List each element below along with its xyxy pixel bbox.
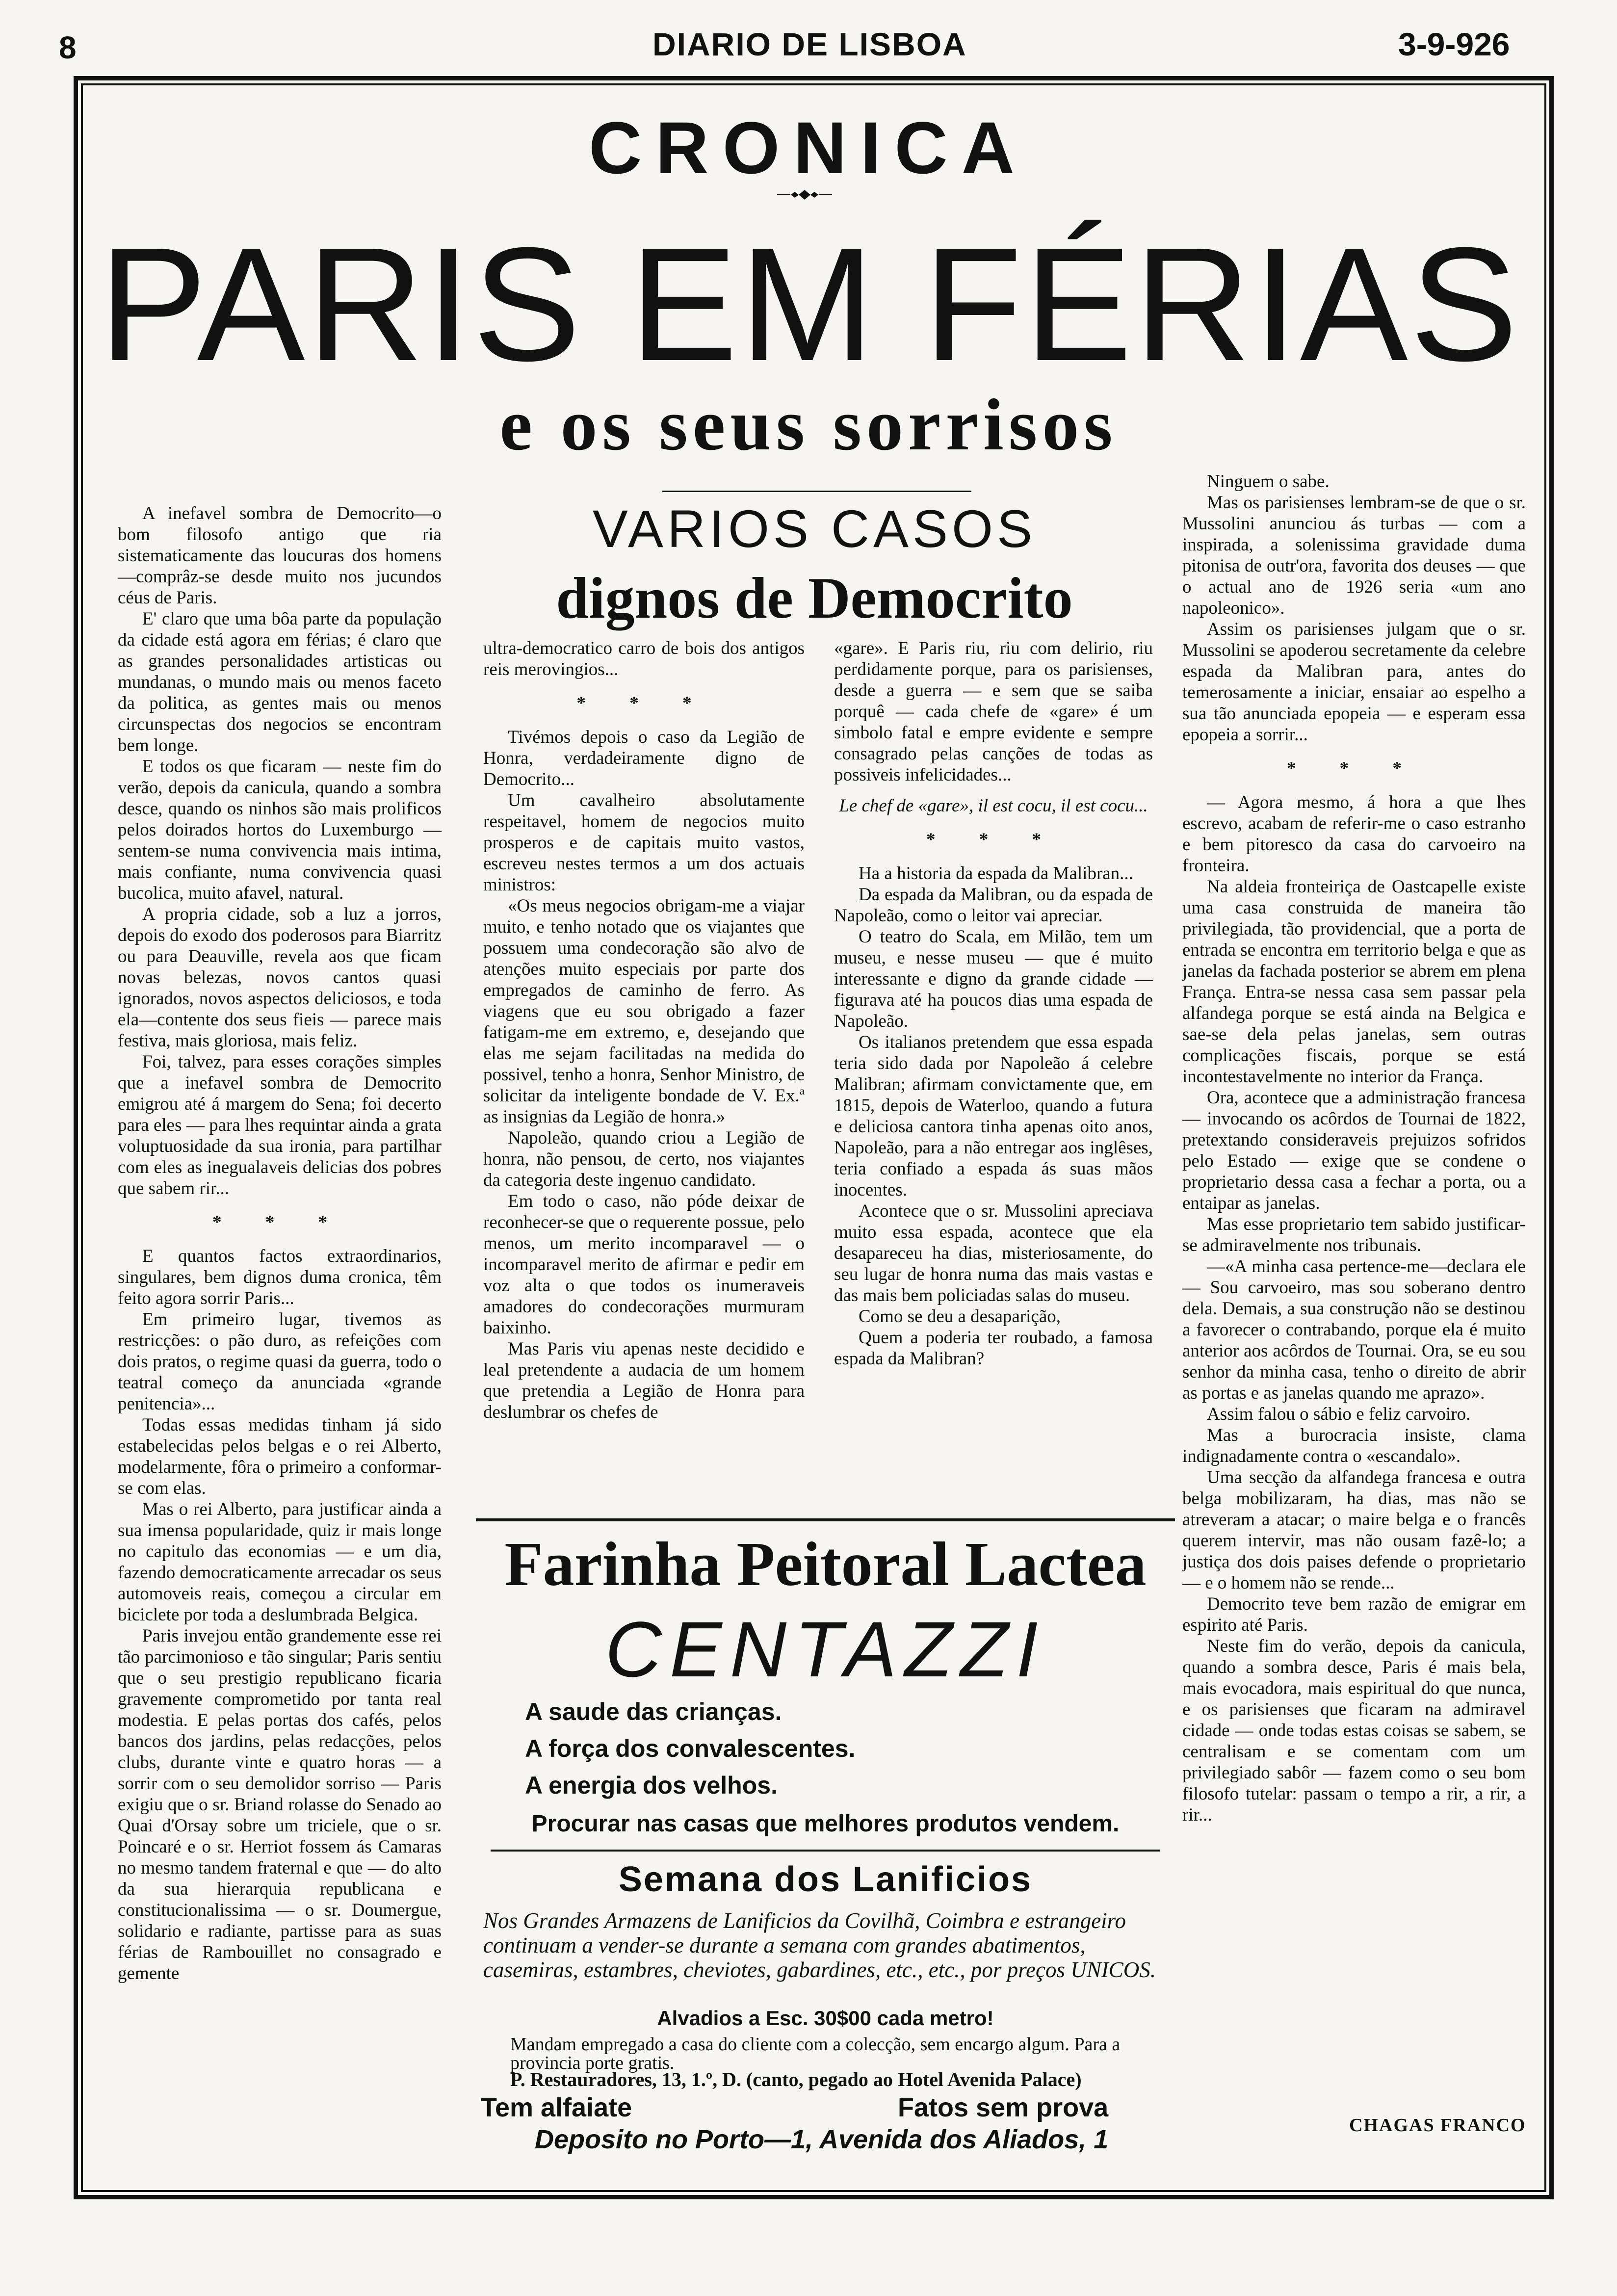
ad-lanificios-tailor: Tem alfaiate xyxy=(481,2093,632,2122)
paragraph: Ha a historia da espada da Malibran... xyxy=(859,863,1133,884)
paragraph: A propria cidade, sob a luz a jorros, depois do exodo dos poderosos para Biarritz ou para Deauville, revela aos que ficam novas belezas, novos cantos quasi ignorados, novos aspectos deliciosos, e toda ela—contente dos seus fieis — parece mais festiva, mais gloriosa, mais feliz. xyxy=(118,904,442,1051)
paragraph: Na aldeia fronteiriça de Oastcapelle existe uma casa construida de maneira tão privilegiada, tão providencial, que a porta de entrada se encontra em territorio belga e que as janelas da fachada posterior se abrem em plena França. Entra-se nessa casa sem passar pela alfandega porque se está ainda na Belgica e sae-se dela pelas janelas, sem outras complicações fiscais, porque se está incontestavelmente no interior da França. xyxy=(1182,877,1526,1087)
song-verse: Le chef de «gare», il est cocu, il est cocu... xyxy=(839,796,1148,816)
paragraph: Foi, talvez, para esses corações simples que a inefavel sombra de Democrito emigrou até á margem do Sena; foi decerto para eles — para lhes requintar ainda a grata voluptuosidade da sua ironia, para partilhar com eles as inegualaveis delicias dos pobres que sabem rir... xyxy=(118,1052,442,1199)
paragraph: E' claro que uma bôa parte da população da cidade está agora em férias; é claro que as grandes personalidades artisticas ou mundanas, o mundo mais ou menos faceto da politica, as gentes mais ou menos circunspectas dos negocios se encontram bem longe. xyxy=(118,609,442,756)
paragraph: Assim falou o sábio e feliz carvoiro. xyxy=(1207,1404,1471,1424)
paragraph: — Agora mesmo, á hora a que lhes escrevo, acabam de referir-me o caso estranho e bem pitoresco da casa do carvoeiro na fronteira. xyxy=(1182,792,1526,876)
section-break: * * * xyxy=(1287,758,1421,779)
paragraph: ultra-democratico carro de bois dos antigos reis merovingios... xyxy=(483,638,805,679)
ad-lanificios-title: Semana dos Lanificios xyxy=(618,1860,1033,1899)
paragraph: O teatro do Scala, em Milão, tem um museu, e nesse museu — que é muito interessante e digno da grande cidade — figurava até ha poucos dias uma espada de Napoleão. xyxy=(834,927,1153,1031)
section-break: * * * xyxy=(212,1212,347,1232)
paragraph: Assim os parisienses julgam que o sr. Mussolini se apoderou secretamente da celebre espada da Malibran para, antes do temerosamente a iniciar, ensaiar ao espelho a sua tão anunciada epopeia — e esperam essa epopeia a sorrir... xyxy=(1182,619,1526,745)
ad-farinha-title: Farinha Peitoral Lactea xyxy=(504,1529,1147,1599)
ad-lanificios-note: Mandam empregado a casa do cliente com a colecção, sem encargo algum. Para a provincia porte gratis. xyxy=(510,2034,1121,2073)
issue-date: 3-9-926 xyxy=(1398,26,1510,62)
paragraph: Acontece que o sr. Mussolini apreciava muito essa espada, acontece que ela desapareceu ha dias, misteriosamente, do seu lugar de honra numa das mais vastas e das mais bem policiadas salas do museu. xyxy=(834,1201,1153,1305)
ad-separator xyxy=(491,1850,1160,1852)
ad-lanificios-address: P. Restauradores, 13, 1.º, D. (canto, pegado ao Hotel Avenida Palace) xyxy=(510,2068,1082,2090)
paragraph: Mas a burocracia insiste, clama indignadamente contra o «escandalo». xyxy=(1182,1425,1526,1466)
paragraph: A inefavel sombra de Democrito—o bom filosofo antigo que ria sistematicamente das loucuras dos homens—comprâz-se desde muito nos jucundos céus de Paris. xyxy=(118,503,442,608)
paragraph: Quem a poderia ter roubado, a famosa espada da Malibran? xyxy=(834,1328,1153,1369)
paragraph: Ninguem o sabe. xyxy=(1207,471,1330,492)
ad-lanificios-fatos: Fatos sem prova xyxy=(898,2093,1109,2122)
paragraph: E quantos factos extraordinarios, singulares, bem dignos duma cronica, têm feito agora sorrir Paris... xyxy=(118,1246,442,1308)
ad-lanificios-porto: Deposito no Porto—1, Avenida dos Aliados, 1 xyxy=(535,2125,1109,2154)
paragraph: Mas os parisienses lembram-se de que o sr. Mussolini anunciou ás turbas — com a inspirada, a solenissima gravidade duma pitonisa de outr'ora, favorita dos deuses — que o actual ano de 1926 seria «um ano napoleonico». xyxy=(1182,493,1526,618)
ad-farinha-cta: Procurar nas casas que melhores produtos vendem. xyxy=(531,1811,1120,1837)
paragraph: —«A minha casa pertence-me—declara ele — Sou carvoeiro, mas sou soberano dentro dela. Demais, a sua construção não se destinou a favorecer o contrabando, porque ela é muito anterior aos acôrdos de Tournai. Ora, se eu sou senhor da minha casa, tenho o direito de abrir as portas e as janelas quando me aprazo». xyxy=(1182,1256,1526,1403)
ad-lanificios-price: Alvadios a Esc. 30$00 cada metro! xyxy=(657,2007,994,2030)
article-column-2 xyxy=(483,638,805,1423)
paragraph: Neste fim do verão, depois da canicula, quando a sombra desce, Paris é mais bela, mais evocadora, mais espiritual do que nunca, e os parisienses que ficaram na admiravel cidade — onde todas estas coisas se sabem, se centralisam e se comentam com um privilegiado sabôr — fazem como o seu bom filosofo tutelar: passam o tempo a rir, a rir, a rir... xyxy=(1182,1636,1526,1825)
article-column-3 xyxy=(834,638,1153,1369)
article-column-4 xyxy=(1182,471,1526,1826)
ad-tagline: A força dos convalescentes. xyxy=(525,1735,856,1762)
section-break: * * * xyxy=(576,693,711,713)
paragraph: Democrito teve bem razão de emigrar em espirito até Paris. xyxy=(1182,1594,1526,1635)
paragraph: Um cavalheiro absolutamente respeitavel, homem de negocios muito prosperos e de capitais muito vastos, escreveu nestes termos a um dos actuais ministros: xyxy=(483,790,805,895)
deck-line-2: dignos de Democrito xyxy=(556,565,1073,630)
headline: PARIS EM FÉRIAS xyxy=(99,213,1520,394)
paragraph: Como se deu a desaparição, xyxy=(859,1306,1061,1327)
deck-line-1: VARIOS CASOS xyxy=(592,499,1037,558)
paragraph: Mas Paris viu apenas neste decidido e leal pretendente a audacia de um homem que pretendia a Legião de Honra para deslumbrar os chefes de xyxy=(483,1339,805,1422)
ornament-divider xyxy=(775,189,834,201)
paragraph: «gare». E Paris riu, riu com delirio, riu perdidamente porque, para os parisienses, desde a guerra — e sem que se saiba porquê — cada chefe de «gare» é um simbolo fatal e empre evidente e sempre consagrado pelas canções de todas as possiveis infelicidades... xyxy=(834,638,1153,785)
paragraph: E todos os que ficaram — neste fim do verão, depois da canicula, quando a sombra desce, quando os ninhos são mais prolificos pelos doirados hortos do Luxemburgo — sentem-se numa convivencia mais intima, mais confiante, numa convivencia quasi bucolica, muito afavel, natural. xyxy=(118,757,442,903)
deck-rule xyxy=(662,491,971,492)
newspaper-name: DIARIO DE LISBOA xyxy=(652,26,967,62)
paragraph: Mas esse proprietario tem sabido justificar-se admiravelmente nos tribunais. xyxy=(1182,1214,1526,1255)
author-signature: CHAGAS FRANCO xyxy=(1349,2115,1526,2136)
ad-tagline: A energia dos velhos. xyxy=(525,1772,778,1799)
paragraph: Os italianos pretendem que essa espada teria sido dada por Napoleão á celebre Malibran; afirmam convictamente que, em 1815, depois de Waterloo, quando a futura e deliciosa cantora tinha apenas oito anos, Napoleão, para a não entregar aos inglêses, teria confiado a espada ás suas mãos inocentes. xyxy=(834,1032,1153,1200)
section-title: CRONICA xyxy=(589,106,1028,189)
ad-farinha-brand: CENTAZZI xyxy=(605,1605,1046,1693)
page-number: 8 xyxy=(59,30,77,65)
paragraph: Uma secção da alfandega francesa e outra belga mobilizaram, ha dias, mas não se atreveram a atacar; o maire belga e o francês querem intervir, mas não ousam fazê-lo; a justiça dos dois paises defende o proprietario — e o homem não se rende... xyxy=(1182,1467,1526,1593)
paragraph: Mas o rei Alberto, para justificar ainda a sua imensa popularidade, quiz ir mais longe no capitulo das economias — e um dia, fazendo democraticamente arrecadar os seus automoveis reais, começou a circular em biciclete por toda a deslumbrada Belgica. xyxy=(118,1499,442,1625)
ad-tagline: A saude das crianças. xyxy=(525,1698,782,1725)
paragraph: Em todo o caso, não póde deixar de reconhecer-se que o requerente possue, pelo menos, um merito incomparavel — o incomparavel merito de afirmar e pedir em voz alta o que todos os inumeraveis amadores do condecorações murmuram baixinho. xyxy=(483,1191,805,1338)
article-column-1 xyxy=(118,503,442,1984)
paragraph: Napoleão, quando criou a Legião de honra, não pensou, de certo, nos viajantes da categoria deste ingenuo candidato. xyxy=(483,1128,805,1190)
section-break: * * * xyxy=(926,830,1061,850)
paragraph: «Os meus negocios obrigam-me a viajar muito, e tenho notado que os viajantes que possuem uma condecoração são alvo de atenções muito especiais por parte dos empregados de caminho de ferro. As viagens que eu sou obrigado a fazer fatigam-me em extremo, e, desejando que elas me sejam facilitadas na medida do possivel, tenho a honra, Senhor Ministro, de solicitar da inteligente bondade de V. Ex.ª as insignias da Legião de honra.» xyxy=(483,896,805,1127)
subheadline: e os seus sorrisos xyxy=(499,384,1118,466)
paragraph: Tivémos depois o caso da Legião de Honra, verdadeiramente digno de Democrito... xyxy=(483,727,805,789)
paragraph: Ora, acontece que a administração francesa — invocando os acôrdos de Tournai de 1822, pretextando consideraveis prejuizos sofridos pelo Estado — exige que se condene o proprietario dessa casa a fechar a porta, ou a entaipar as janelas. xyxy=(1182,1088,1526,1213)
paragraph: Todas essas medidas tinham já sido estabelecidas pelos belgas e o rei Alberto, modelarmente, fôra o primeiro a conformar-se com elas. xyxy=(118,1415,442,1498)
paragraph: Paris invejou então grandemente esse rei tão parcimonioso e tão singular; Paris sentiu que o seu prestigio republicano ficaria gravemente comprometido por tanta real modestia. E pelas portas dos cafés, pelos bancos dos jardins, pelas redacções, pelos clubs, durante vinte e quatro horas — a sorrir com o seu demolidor sorriso — Paris exigiu que o sr. Briand rolasse do Senado ao Quai d'Orsay sobre um triciele, que o sr. Poincaré e o sr. Herriot fossem ás Camaras no mesmo tandem fraternal e que — do alto da sua hierarquia republicana e constitucionalissima — o sr. Doumergue, solidario e radiante, partisse para as suas férias de Rambouillet no consagrado e gemente xyxy=(118,1626,442,1983)
ad-lanificios-body: Nos Grandes Armazens de Lanificios da Covilhã, Coimbra e estrangeiro continuam a vender-se durante a semana com grandes abatimentos, casemiras, estambres, cheviotes, gabardines, etc., etc., por preços UNICOS. xyxy=(483,1908,1156,1982)
paragraph: Da espada da Malibran, ou da espada de Napoleão, como o leitor vai apreciar. xyxy=(834,885,1153,926)
paragraph: Em primeiro lugar, tivemos as restricções: o pão duro, as refeições com dois pratos, o regime quasi da guerra, todo o teatral começo da anunciada «grande penitencia»... xyxy=(118,1309,442,1414)
ad-top-rule xyxy=(476,1518,1175,1521)
